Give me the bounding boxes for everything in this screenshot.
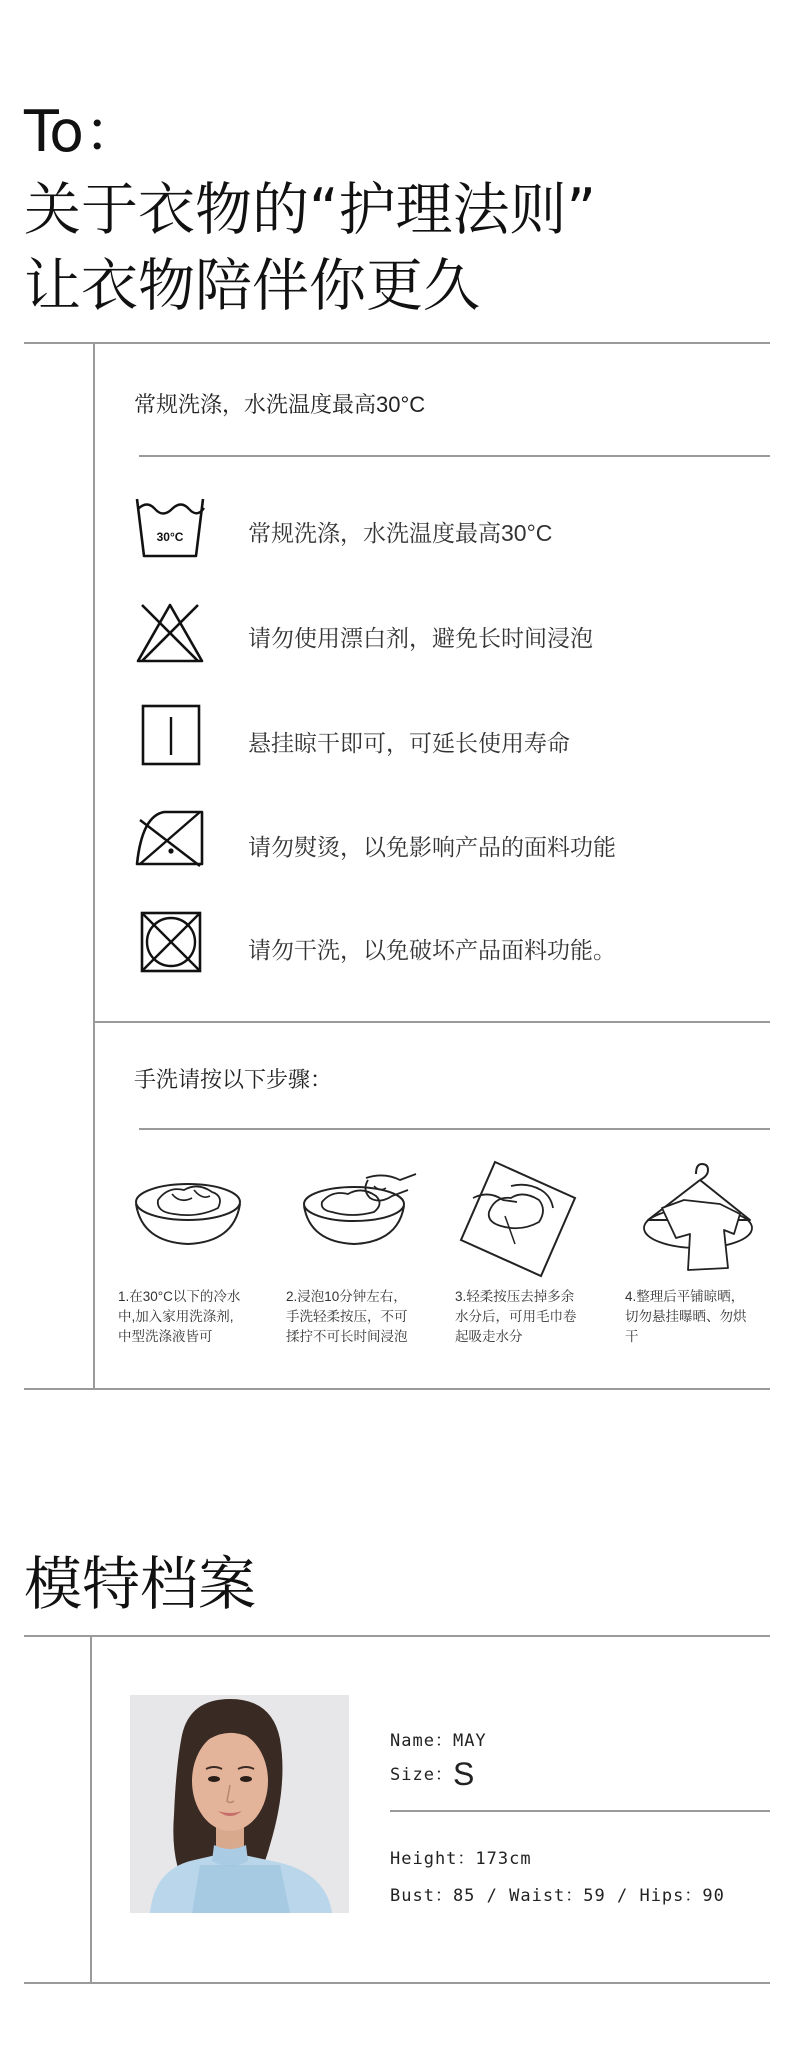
no-bleach-icon	[134, 601, 206, 665]
step-1-line: 中型洗涤液皆可	[118, 1329, 213, 1344]
model-photo	[130, 1695, 349, 1913]
model-portrait-illustration	[130, 1695, 349, 1913]
step-3-line: 水分后，可用毛巾卷	[455, 1309, 577, 1324]
step-2-line: 2.浸泡10分钟左右，	[286, 1289, 407, 1304]
step-2-line: 揉拧不可长时间浸泡	[286, 1329, 408, 1344]
height-value: 173cm	[475, 1849, 532, 1869]
step-1-line: 1.在30°C以下的冷水	[118, 1289, 241, 1304]
model-measurements: Bust：85 / Waist：59 / Hips：90	[390, 1886, 725, 1906]
line-dry-icon	[134, 703, 206, 767]
step-2-line: 手洗轻柔按压，不可	[286, 1309, 408, 1324]
towel-press-icon	[455, 1160, 585, 1278]
header-line-subtitle: 让衣物陪伴你更久	[24, 253, 480, 319]
section-rail	[93, 342, 95, 1389]
model-size-row	[390, 1756, 474, 1793]
care-text-dry-clean: 请勿干洗，以免破坏产品面料功能。	[248, 937, 616, 963]
wash-temp-label: 30°C	[156, 530, 184, 544]
step-4-text	[625, 1287, 773, 1347]
care-text-wash: 常规洗涤，水洗温度最高30°C	[248, 520, 553, 546]
step-1-text	[118, 1287, 266, 1347]
divider	[93, 1021, 770, 1023]
step-3-text	[455, 1287, 603, 1347]
step-4-line: 4.整理后平铺晾晒，	[625, 1289, 745, 1304]
model-section-title: 模特档案	[24, 1550, 257, 1618]
step-3-line: 起吸走水分	[455, 1329, 523, 1344]
size-value: S	[452, 1756, 475, 1792]
name-value: MAY	[452, 1731, 487, 1751]
no-iron-icon	[134, 806, 206, 870]
step-3-line: 3.轻柔按压去掉多余	[455, 1289, 575, 1304]
model-height-row	[390, 1844, 532, 1869]
step-4-line: 切勿悬挂曝晒、勿烘	[625, 1309, 747, 1324]
header-line-title: 关于衣物的“护理法则”	[24, 177, 597, 243]
basin-soak-icon	[128, 1160, 258, 1278]
step-4-line: 干	[625, 1329, 639, 1344]
care-text-iron: 请勿熨烫，以免影响产品的面料功能	[248, 834, 616, 860]
size-label: Size：	[390, 1765, 453, 1785]
divider	[390, 1810, 770, 1812]
height-label: Height：	[390, 1849, 476, 1869]
hand-wash-icon	[296, 1160, 426, 1278]
divider	[24, 1388, 770, 1390]
step-2-text	[286, 1287, 434, 1347]
divider	[24, 1982, 770, 1984]
steps-heading: 手洗请按以下步骤：	[134, 1067, 333, 1092]
step-1-line: 中,加入家用洗涤剂,	[118, 1309, 234, 1324]
wash-30c-icon	[134, 496, 206, 560]
hang-dry-icon	[632, 1160, 762, 1278]
care-text-dry: 悬挂晾干即可，可延长使用寿命	[248, 730, 570, 756]
divider	[24, 342, 770, 344]
care-heading: 常规洗涤，水洗温度最高30°C	[134, 392, 426, 417]
divider	[24, 1635, 770, 1637]
care-text-bleach: 请勿使用漂白剂，避免长时间浸泡	[248, 625, 593, 651]
section-rail	[90, 1635, 92, 1983]
header-line-to: To：	[24, 99, 142, 165]
divider	[139, 1128, 770, 1130]
divider	[139, 455, 770, 457]
model-name-row	[390, 1726, 487, 1751]
no-dry-clean-icon	[134, 910, 206, 974]
name-label: Name：	[390, 1731, 453, 1751]
